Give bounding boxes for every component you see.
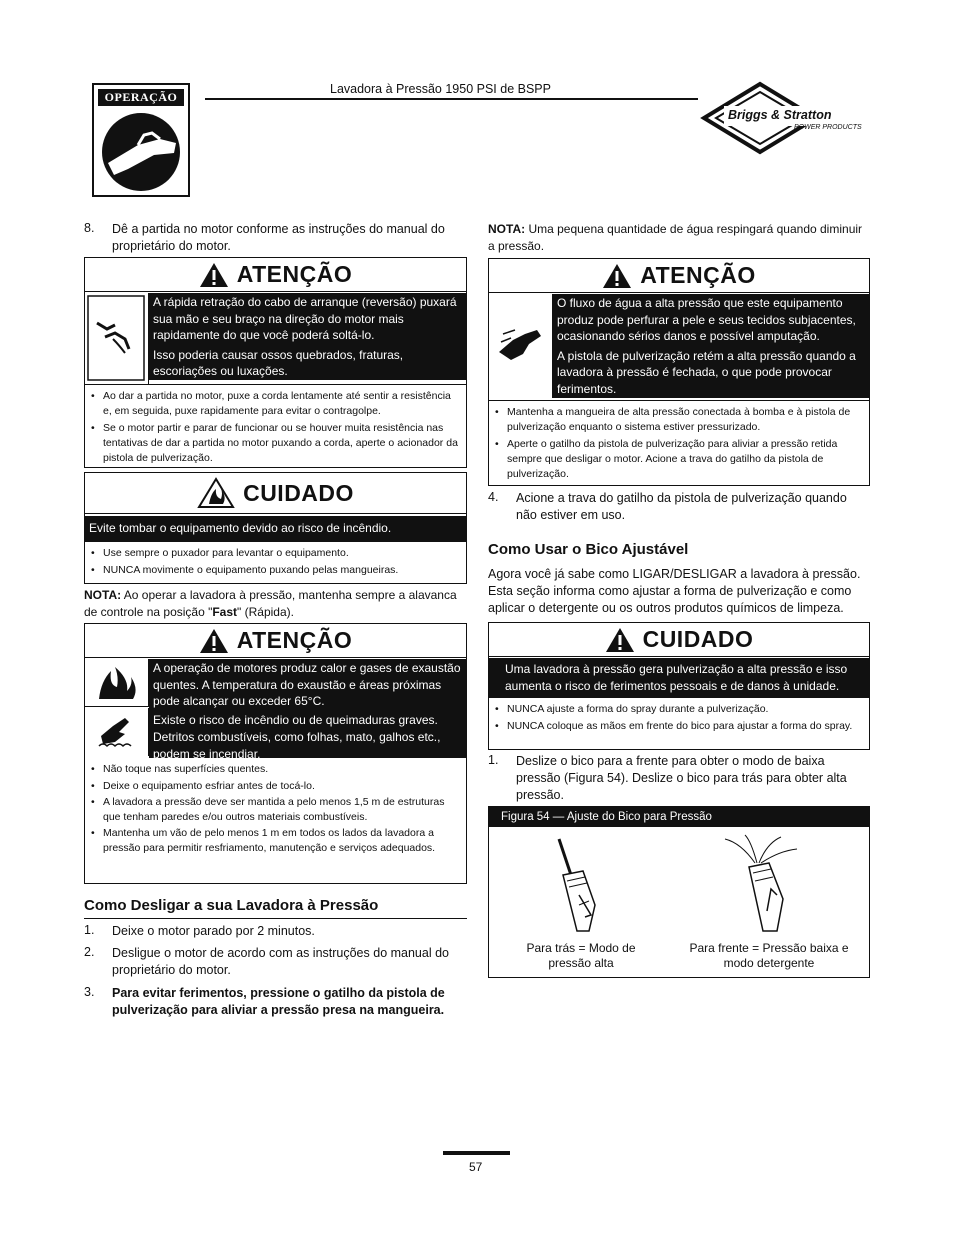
step-number: 2. [84,945,95,959]
section-heading-nozzle: Como Usar o Bico Ajustável [488,541,689,558]
note-text: Ao operar a lavadora à pressão, mantenha sempre a alavanca de controle na posição " [84,588,457,619]
fire-triangle-icon [197,477,235,509]
step-text: Deixe o motor parado por 2 minutos. [112,924,315,938]
list-item: • NUNCA movimente o equipamento puxando pelas mangueiras. [91,563,458,578]
figure-label-back: Para trás = Modo de pressão alta [526,941,636,970]
list-item: • Use sempre o puxador para levantar o equipamento. [91,546,458,561]
caution-title [85,473,466,514]
warning-title [85,624,466,658]
list-item: • NUNCA coloque as mãos em frente do bico para ajustar a forma do spray. [495,719,861,734]
header-rule [205,98,698,100]
brand-name: Briggs & Stratton [728,108,832,122]
warning-bullets [489,400,869,488]
warning-title-text: ATENÇÃO [640,262,756,288]
warning-triangle-icon [605,627,635,653]
warning-title [489,259,869,293]
warning-triangle-icon [199,628,229,654]
nozzle-back-illustration [539,835,619,935]
caution-box-fire [84,472,467,584]
hand-icon [98,109,184,193]
note-text: Uma pequena quantidade de água respingará quando diminuir a pressão. [488,222,863,253]
caution-box-spray [488,622,870,750]
page-number: 57 [469,1160,483,1174]
step-number: 4. [488,490,499,504]
figure-label-front: Para frente = Pressão baixa e modo detergente [689,941,849,970]
kickback-hazard-icon [85,293,149,384]
step-text: Desligue o motor de acordo com as instruções do manual do proprietário do motor. [112,946,449,977]
warning-text: A operação de motores produz calor e gases de exaustão quentes. A temperatura do exaustão e áreas próximas pode alcançar ou exceder 65°C. [153,661,461,708]
list-item: • Aperte o gatilho da pistola de pulverização para aliviar a pressão retida sempre que desligar o motor. Acione a trava do gatilho da pistola de pulverização. [495,437,861,482]
nozzle-front-illustration [721,833,811,937]
warning-triangle-icon [602,263,632,289]
section-intro: Agora você já sabe como LIGAR/DESLIGAR a lavadora à pressão. Esta seção informa como ajustar a forma de pulverização e como aplicar o detergente ou os outros produtos químicos de limpeza. [488,567,861,615]
injection-hazard-icon [489,294,553,398]
list-item: • A lavadora a pressão deve ser mantida a pelo menos 1,5 m de estruturas que tenham paredes e/ou outros materiais combustíveis. [91,795,458,824]
warning-text: Existe o risco de incêndio ou de queimaduras graves. [153,712,438,727]
warning-title [85,258,466,292]
list-item: • Deixe o equipamento esfriar antes de tocá-lo. [91,779,458,794]
step-text: Deslize o bico para a frente para obter o modo de baixa pressão (Figura 54). Deslize o bico para trás para obter alta pressão. [516,754,847,802]
note-fast [84,587,469,621]
warning-text: O fluxo de água a alta pressão que este equipamento produz pode perfurar a pele e seus tecidos subjacentes, ocasionando sérios danos e possível amputação. [557,296,856,343]
header-title: Lavadora à Pressão 1950 PSI de BSPP [330,82,551,96]
list-item: • NUNCA ajuste a forma do spray durante a pulverização. [495,702,861,717]
caution-bullets [85,542,466,584]
list-item: • Ao dar a partida no motor, puxe a corda lentamente até sentir a resistência e, em seguida, puxe rapidamente para evitar o contragolpe. [91,389,458,419]
warning-bullets [85,384,466,472]
warning-triangle-icon [199,262,229,288]
note-splash [488,221,870,255]
briggs-stratton-logo [698,80,870,156]
caution-bullets [489,698,869,740]
caution-title [489,623,869,657]
warning-text: Detritos combustíveis, como folhas, mato, galhos etc., podem se incendiar. [153,730,441,761]
hot-surface-icon [85,708,149,756]
warning-dark-panel [553,294,869,398]
caution-title-text: CUIDADO [642,626,754,652]
step-number: 8. [84,221,95,235]
operation-badge-label: OPERAÇÃO [98,89,184,106]
note-label: NOTA: [84,588,122,602]
step-text: Dê a partida no motor conforme as instruções do manual do proprietário do motor. [112,222,445,253]
warning-title-text: ATENÇÃO [236,627,353,653]
warning-box-injection [488,258,870,486]
step-text: Acione a trava do gatilho da pistola de pulverização quando não estiver em uso. [516,491,847,522]
caution-title-text: CUIDADO [243,479,354,506]
note-label: NOTA: [488,222,526,236]
brand-subtitle: POWER PRODUCTS [794,124,862,131]
figure-caption: Figura 54 — Ajuste do Bico para Pressão [489,807,869,827]
list-item: • Mantenha a mangueira de alta pressão conectada à bomba e à pistola de pulverização enquanto o sistema estiver pressurizado. [495,405,861,435]
step-number: 3. [84,985,95,999]
section-heading-shutdown: Como Desligar a sua Lavadora à Pressão [84,897,379,914]
operation-badge [92,83,190,197]
caution-dark-panel: Uma lavadora à pressão gera pulverização a alta pressão e isso aumenta o risco de ferimentos pessoais e de danos à unidade. [489,658,869,698]
list-item: • Se o motor partir e parar de funcionar ou se houver muita resistência nas tentativas de dar a partida no motor puxando a corda, aperte o acionador da pistola de pulverização. [91,421,458,466]
section-rule [84,918,467,919]
warning-bullets [85,758,466,861]
caution-dark-panel: Evite tombar o equipamento devido ao risco de incêndio. [85,516,466,542]
figure-54 [488,806,870,978]
warning-text: A pistola de pulverização retém a alta pressão quando a lavadora à pressão é fechada, o que pode provocar ferimentos. [557,348,856,396]
warning-box-heat [84,623,467,884]
flame-icon [85,659,149,707]
step-number: 1. [84,923,95,937]
step-number: 1. [488,753,499,767]
warning-dark-panel [149,659,466,761]
warning-text: Isso poderia causar ossos quebrados, fraturas, escoriações ou luxações. [153,347,404,378]
warning-text: A rápida retração do cabo de arranque (reversão) puxará sua mão e seu braço na direção do motor mais rapidamente do que você poderá soltá-lo. [153,295,457,342]
page-number-bar [443,1151,510,1155]
list-item: • Mantenha um vão de pelo menos 1 m em todos os lados da lavadora a pressão para permitir resfriamento, manutenção e serviços adequados. [91,826,458,855]
warning-title-text: ATENÇÃO [236,261,353,287]
step-text: Para evitar ferimentos, pressione o gatilho da pistola de pulverização para aliviar a pressão presa na mangueira. [112,986,445,1017]
warning-dark-panel [149,293,466,380]
list-item: • Não toque nas superfícies quentes. [91,762,458,777]
note-text: " (Rápida). [237,605,294,619]
note-bold: Fast [212,605,238,619]
warning-box-kickback [84,257,467,468]
